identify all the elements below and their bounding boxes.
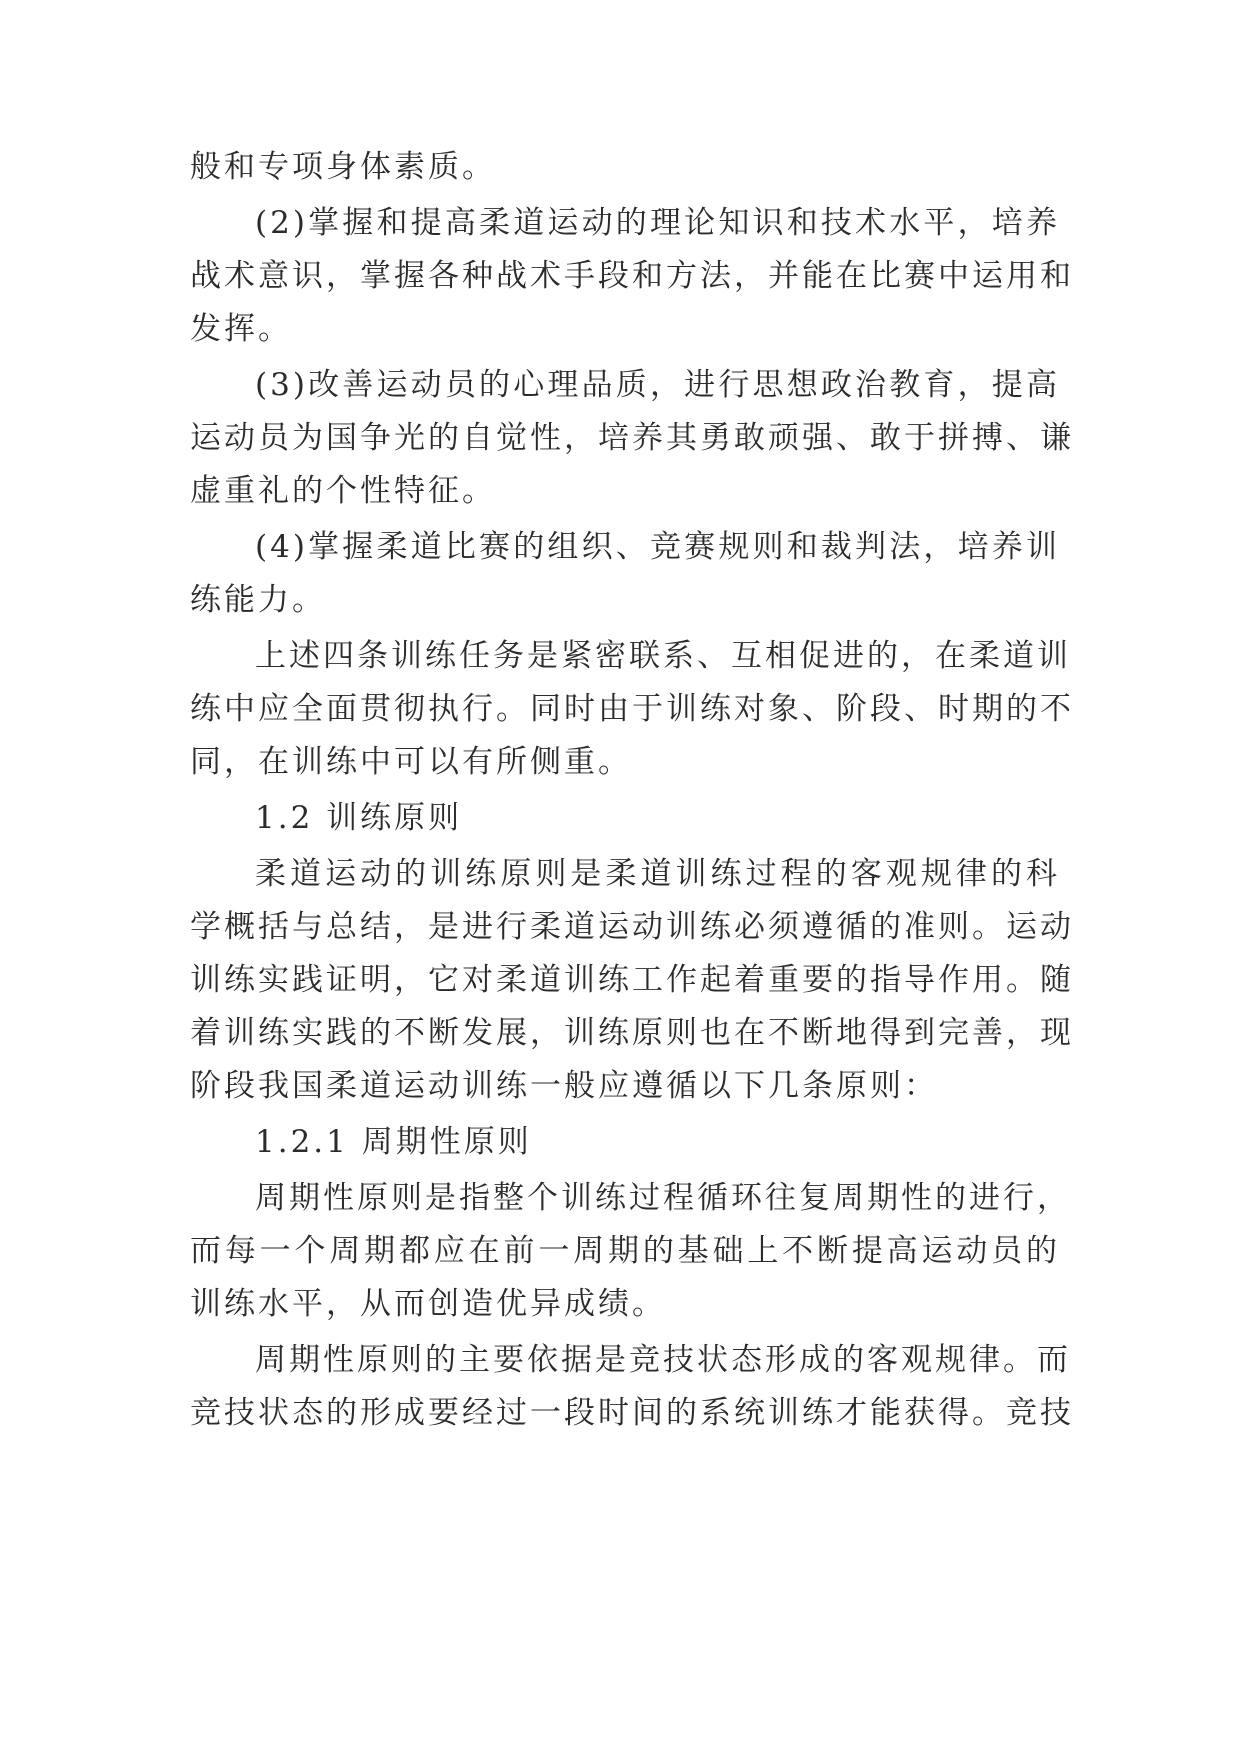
text-line: 同，在训练中可以有所侧重。 bbox=[190, 744, 632, 780]
text-line: 阶段我国柔道运动训练一般应遵循以下几条原则： bbox=[190, 1068, 938, 1104]
section-heading: 1.2 训练原则 bbox=[255, 800, 463, 836]
text-line: 而每一个周期都应在前一周期的基础上不断提高运动员的 bbox=[190, 1233, 1060, 1269]
text-line: (2)掌握和提高柔道运动的理论知识和技术水平，培养 bbox=[255, 205, 1060, 241]
text-line: 训练实践证明，它对柔道训练工作起着重要的指导作用。随 bbox=[190, 962, 1074, 998]
text-line: 战术意识，掌握各种战术手段和方法，并能在比赛中运用和 bbox=[190, 258, 1074, 294]
text-line: 周期性原则的主要依据是竞技状态形成的客观规律。而 bbox=[255, 1342, 1071, 1378]
text-line: (3)改善运动员的心理品质，进行思想政治教育，提高 bbox=[255, 367, 1060, 403]
text-line: 训练水平，从而创造优异成绩。 bbox=[190, 1286, 666, 1322]
subsection-heading: 1.2.1 周期性原则 bbox=[255, 1124, 532, 1160]
text-line: 着训练实践的不断发展，训练原则也在不断地得到完善，现 bbox=[190, 1015, 1074, 1051]
text-line: 周期性原则是指整个训练过程循环往复周期性的进行， bbox=[255, 1180, 1071, 1216]
text-line: 练能力。 bbox=[190, 582, 326, 618]
text-line: 发挥。 bbox=[190, 311, 292, 347]
text-line: 练中应全面贯彻执行。同时由于训练对象、阶段、时期的不 bbox=[190, 691, 1074, 727]
text-line: 竞技状态的形成要经过一段时间的系统训练才能获得。竞技 bbox=[190, 1395, 1074, 1431]
text-line: 学概括与总结，是进行柔道运动训练必须遵循的准则。运动 bbox=[190, 909, 1074, 945]
text-line: 般和专项身体素质。 bbox=[190, 149, 496, 185]
text-line: 柔道运动的训练原则是柔道训练过程的客观规律的科 bbox=[255, 856, 1060, 892]
text-line: 上述四条训练任务是紧密联系、互相促进的，在柔道训 bbox=[255, 638, 1071, 674]
text-line: 虚重礼的个性特征。 bbox=[190, 473, 496, 509]
text-line: 运动员为国争光的自觉性，培养其勇敢顽强、敢于拼搏、谦 bbox=[190, 420, 1074, 456]
text-line: (4)掌握柔道比赛的组织、竞赛规则和裁判法，培养训 bbox=[255, 529, 1060, 565]
